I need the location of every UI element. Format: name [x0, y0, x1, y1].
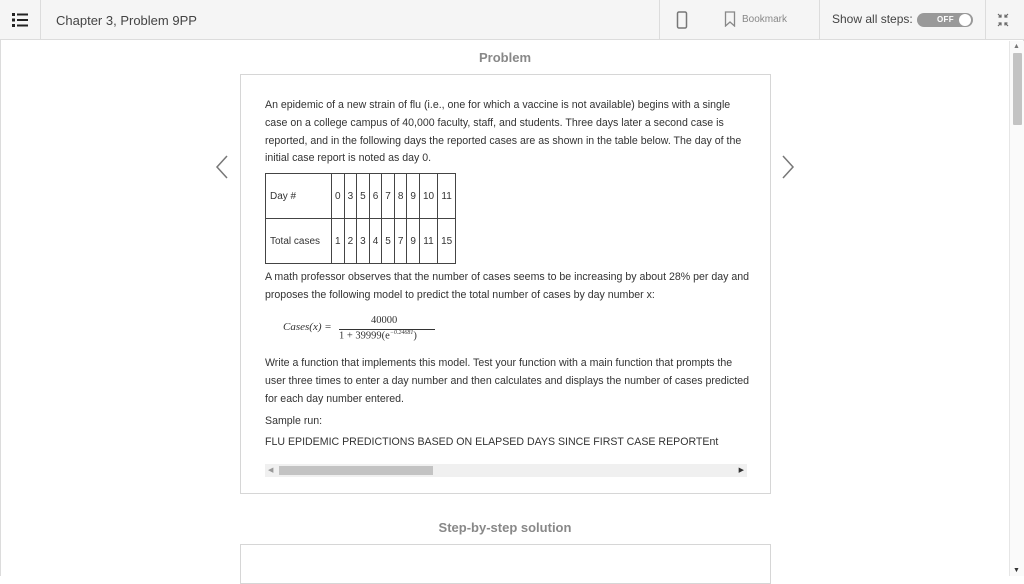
- table-cell: 10: [419, 174, 437, 219]
- show-steps-label: Show all steps:: [832, 12, 913, 26]
- table-cell: 1: [332, 219, 345, 264]
- sample-output: FLU EPIDEMIC PREDICTIONS BASED ON ELAPSED DAYS SINCE FIRST CASE REPORTEnt: [265, 436, 719, 448]
- phone-icon: [676, 11, 688, 29]
- bookmark-icon: [724, 11, 736, 27]
- table-cell: 6: [369, 174, 382, 219]
- problem-heading: Problem: [478, 50, 531, 65]
- formula-numerator: 40000: [371, 315, 398, 326]
- cases-table: [265, 173, 456, 264]
- table-cell: 5: [382, 219, 395, 264]
- table-cell: 2: [344, 219, 357, 264]
- table-cell: 9: [407, 219, 420, 264]
- table-cell: 4: [369, 219, 382, 264]
- scroll-left-icon[interactable]: ◀: [268, 467, 274, 474]
- problem-card: [240, 74, 771, 494]
- collapse-button[interactable]: [996, 13, 1010, 32]
- table-cell: 9: [407, 174, 420, 219]
- scroll-right-icon[interactable]: ▶: [738, 467, 744, 474]
- table-cell: 11: [419, 219, 437, 264]
- table-cell: 7: [394, 219, 407, 264]
- table-cell: 8: [394, 174, 407, 219]
- device-view-button[interactable]: [676, 11, 688, 34]
- next-arrow-icon[interactable]: [778, 152, 798, 182]
- scrollbar-thumb[interactable]: [279, 466, 433, 475]
- table-cell: 3: [357, 219, 370, 264]
- list-icon: [12, 13, 28, 27]
- previous-arrow-icon[interactable]: [212, 152, 232, 182]
- bookmark-label: Bookmark: [742, 13, 788, 25]
- toggle-state: OFF: [937, 15, 954, 24]
- table-cell: 11: [438, 174, 456, 219]
- formula-denominator: $1 + 39999(e^{-0.24681})$: [339, 330, 417, 342]
- problem-task: Write a function that implements this model. Test your function with a main function that prompts the user three times to enter a day number and then calculates and displays the number of cases predicted for each day number entered.: [265, 357, 750, 405]
- scroll-up-icon[interactable]: ▲: [1013, 43, 1020, 50]
- table-cell: 7: [382, 174, 395, 219]
- vertical-scrollbar[interactable]: [1009, 41, 1024, 576]
- toolbar-divider: [819, 0, 820, 40]
- toolbar-divider: [659, 0, 660, 40]
- solution-card: [240, 544, 771, 584]
- table-row-header: Day #: [266, 174, 332, 219]
- solution-heading: Step-by-step solution: [438, 520, 572, 535]
- bookmark-button[interactable]: [724, 11, 787, 27]
- table-cell: 0: [332, 174, 345, 219]
- table-row: [266, 219, 456, 264]
- problem-observation: A math professor observes that the number of cases seems to be increasing by about 28% per day and proposes the following model to predict the total number of cases by day number x:: [265, 271, 750, 301]
- scrollbar-thumb[interactable]: [1013, 53, 1022, 125]
- table-row-header: Total cases: [266, 219, 332, 264]
- table-cell: 3: [344, 174, 357, 219]
- top-bar: [0, 0, 1024, 40]
- toggle-knob: [959, 14, 971, 26]
- table-cell: 5: [357, 174, 370, 219]
- formula-exponent: −0.24681: [389, 330, 414, 336]
- page-title: Chapter 3, Problem 9PP: [56, 13, 197, 28]
- toolbar-divider: [985, 0, 986, 40]
- scroll-down-icon[interactable]: ▼: [1013, 567, 1020, 574]
- horizontal-scrollbar[interactable]: [265, 464, 747, 477]
- formula-lhs: Cases(x) =: [283, 321, 332, 333]
- menu-button[interactable]: [0, 0, 41, 40]
- show-steps-toggle[interactable]: [917, 13, 973, 27]
- table-cell: 15: [438, 219, 456, 264]
- collapse-icon: [996, 13, 1010, 27]
- problem-intro: An epidemic of a new strain of flu (i.e., one for which a vaccine is not available) begins with a single case on a college campus of 40,000 faculty, staff, and students. Three days later a second case is reported, and in the following days the reported cases are as shown in the table below. The day of the initial case report is noted as day 0.: [265, 99, 742, 165]
- sample-run-label: Sample run:: [265, 415, 323, 427]
- table-row: [266, 174, 456, 219]
